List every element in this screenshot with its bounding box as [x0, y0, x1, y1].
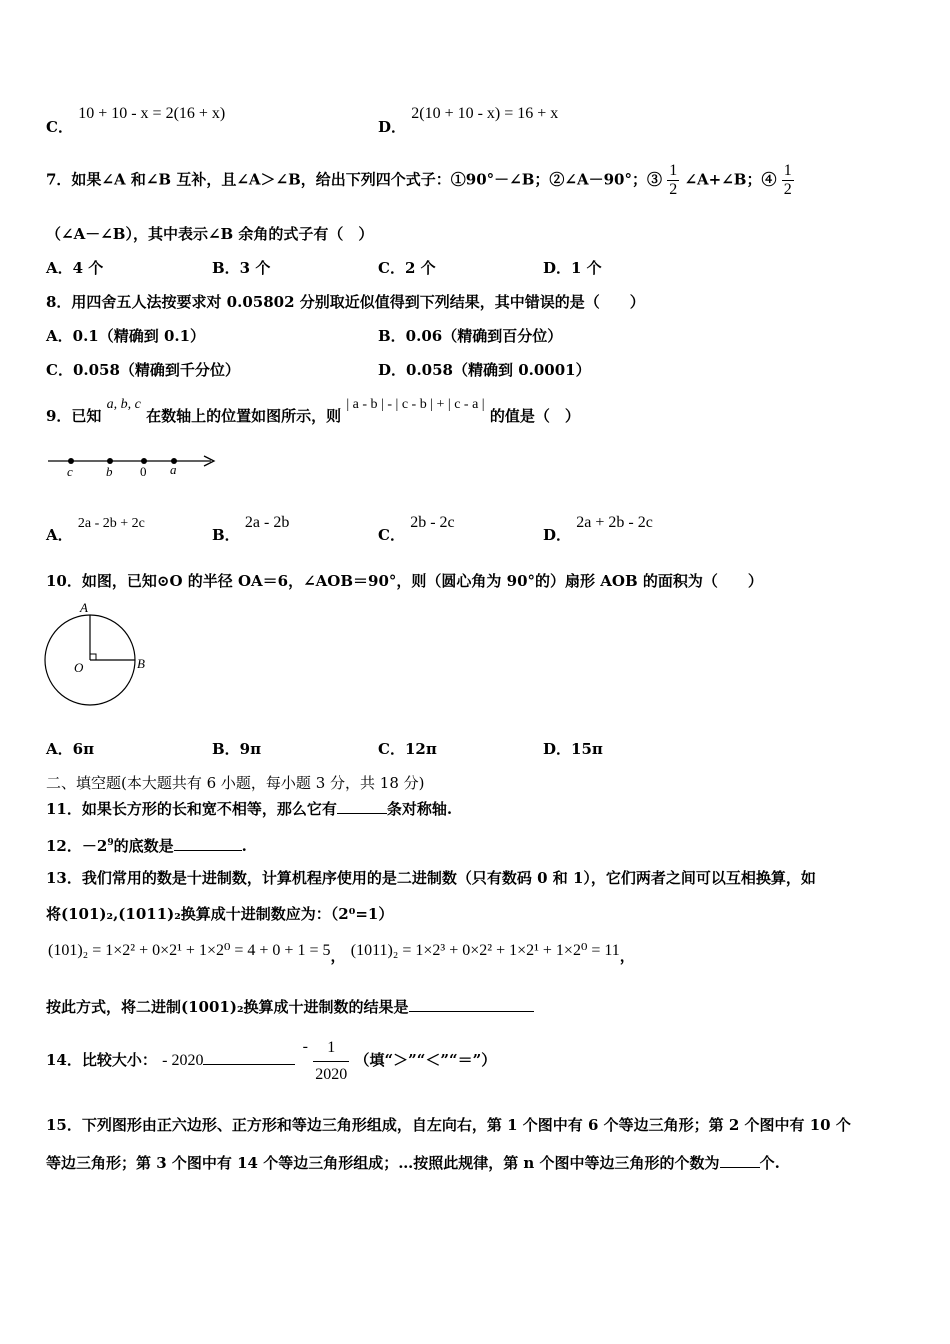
q9-prefix: 9．已知 — [46, 407, 102, 425]
right-angle-icon — [90, 654, 96, 660]
q10-option-c: C．12π — [378, 740, 437, 758]
label-a: A — [80, 600, 88, 615]
q13-blank — [409, 997, 534, 1012]
q13-end: ， — [619, 947, 635, 965]
q11-stem — [46, 799, 452, 819]
q9-option-c — [378, 514, 455, 546]
q14-left-value: - 2020 — [162, 1052, 204, 1069]
q12-exponent: 9 — [107, 838, 114, 848]
q12-after: . — [241, 837, 247, 855]
label-o: O — [74, 660, 84, 675]
q7-fraction-2 — [782, 162, 794, 199]
q6-option-d-label: D． — [378, 118, 407, 136]
q15-line2-before: 等边三角形；第 3 个图中有 14 个等边三角形组成；…按照此规律，第 n 个图中等边三角形的个数为 — [46, 1154, 720, 1172]
q7-frac1-num: 1 — [669, 162, 678, 179]
q10-option-d: D．15π — [543, 740, 603, 758]
q7-frac2-num: 1 — [783, 162, 792, 179]
q11-before: 11．如果长方形的长和宽不相等，那么它有 — [46, 800, 337, 818]
q13-formulas — [48, 940, 635, 965]
q7-text: 7．如果∠A 和∠B 互补，且∠A＞∠B，给出下列四个式子：①90°－∠B；②∠A－90°；③ — [46, 170, 662, 189]
q10-option-b: B．9π — [212, 740, 262, 758]
q9-option-b-expr: 2a - 2b — [244, 514, 290, 531]
q9-option-a-label: A． — [46, 526, 73, 544]
q7-stem-line1 — [46, 162, 794, 199]
q14-frac-num: 1 — [313, 1039, 349, 1062]
q14-blank — [203, 1050, 295, 1065]
q9-option-c-label: C． — [378, 526, 405, 544]
q14-minus: - — [302, 1038, 308, 1055]
q15-blank — [720, 1153, 760, 1168]
q7-option-c: C．2 个 — [378, 259, 436, 277]
q9-stem — [46, 397, 580, 428]
q9-option-b-label: B． — [212, 526, 240, 544]
q14-before: 14．比较大小： — [46, 1051, 157, 1069]
number-line-figure — [46, 448, 221, 480]
q9-suffix: 的值是（ ） — [489, 407, 580, 425]
q9-option-d-expr: 2a + 2b - 2c — [576, 514, 653, 531]
q14-after: （填“＞”“＜”“＝”） — [354, 1051, 497, 1069]
q13-formula-2: (1011)₂ = 1×2³ + 0×2² + 1×2¹ + 1×2⁰ = 11 — [350, 942, 620, 959]
q8-option-a: A．0.1（精确到 0.1） — [46, 327, 206, 345]
q8-stem: 8．用四舍五人法按要求对 0.05802 分别取近似值得到下列结果，其中错误的是（ ） — [46, 293, 645, 311]
q7-option-b: B．3 个 — [212, 259, 271, 277]
q9-expression: | a - b | - | c - b | + | c - a | — [346, 397, 485, 412]
q7-frac1-den: 2 — [669, 181, 678, 198]
q13-separator: ， — [330, 947, 346, 965]
q14-stem — [46, 1036, 496, 1085]
q15-stem-line2 — [46, 1153, 780, 1173]
q7-frac2-den: 2 — [783, 181, 792, 198]
label-b: B — [137, 656, 145, 671]
q14-frac-den: 2020 — [315, 1065, 348, 1083]
q15-line2-after: 个. — [759, 1154, 780, 1172]
q8-option-b: B．0.06（精确到百分位） — [378, 327, 563, 345]
q13-stem-line2: 将(101)₂,(1011)₂换算成十进制数应为：（2⁰=1） — [46, 905, 394, 923]
section-title: 二、填空题(本大题共有 6 小题，每小题 3 分，共 18 分) — [46, 774, 425, 792]
q12-before: 12．－2 — [46, 837, 108, 855]
q6-option-c — [46, 105, 226, 136]
q11-after: 条对称轴. — [386, 800, 453, 818]
q13-formula-1: (101)₂ = 1×2² + 0×2¹ + 1×2⁰ = 4 + 0 + 1 = 5 — [48, 942, 331, 959]
q7-stem-line2: （∠A－∠B），其中表示∠B 余角的式子有（ ） — [46, 225, 374, 243]
q15-stem-line1: 15．下列图形由正六边形、正方形和等边三角形组成，自左向右，第 1 个图中有 6 个等边三角形；第 2 个图中有 10 个 — [46, 1116, 851, 1134]
q9-option-b — [212, 514, 290, 546]
q10-option-a: A．6π — [46, 740, 95, 758]
q6-option-c-expr: 10 + 10 - x = 2(16 + x) — [78, 105, 226, 122]
q7-fraction-1 — [667, 162, 679, 199]
q12-stem — [46, 833, 247, 856]
q13-line4: 按此方式，将二进制(1001)₂换算成十进制数的结果是 — [46, 998, 409, 1016]
q6-option-d-expr: 2(10 + 10 - x) = 16 + x — [411, 105, 559, 122]
q8-option-d: D．0.058（精确到 0.0001） — [378, 361, 591, 379]
label-c: c — [67, 464, 73, 479]
label-a: a — [170, 462, 177, 477]
q12-mid: 的底数是 — [113, 837, 174, 855]
q7-mid: ∠A+∠B；④ — [684, 170, 777, 189]
q12-blank — [174, 836, 242, 851]
q9-option-c-expr: 2b - 2c — [410, 514, 455, 531]
label-0: 0 — [140, 464, 147, 479]
q6-option-d — [378, 105, 559, 136]
q10-stem: 10．如图，已知⊙O 的半径 OA＝6，∠AOB＝90°，则（圆心角为 90°的）扇形 AOB 的面积为（ ） — [46, 572, 763, 590]
q6-option-c-label: C． — [46, 118, 73, 136]
q9-option-d — [543, 514, 653, 546]
circle-sector-figure — [40, 600, 160, 710]
q11-blank — [337, 799, 387, 814]
q7-option-a: A．4 个 — [46, 259, 104, 277]
q13-stem-line4 — [46, 997, 534, 1017]
q14-fraction — [313, 1039, 349, 1084]
q9-vars: a, b, c — [106, 397, 141, 412]
label-b: b — [106, 464, 113, 479]
q7-option-d: D．1 个 — [543, 259, 602, 277]
q9-option-d-label: D． — [543, 526, 572, 544]
q13-stem-line1: 13．我们常用的数是十进制数，计算机程序使用的是二进制数（只有数码 0 和 1），它们两者之间可以互相换算，如 — [46, 869, 816, 887]
q9-option-a-expr: 2a - 2b + 2c — [77, 516, 145, 531]
q9-option-a — [46, 516, 145, 547]
q9-mid: 在数轴上的位置如图所示，则 — [146, 407, 342, 425]
q8-option-c: C．0.058（精确到千分位） — [46, 361, 240, 379]
